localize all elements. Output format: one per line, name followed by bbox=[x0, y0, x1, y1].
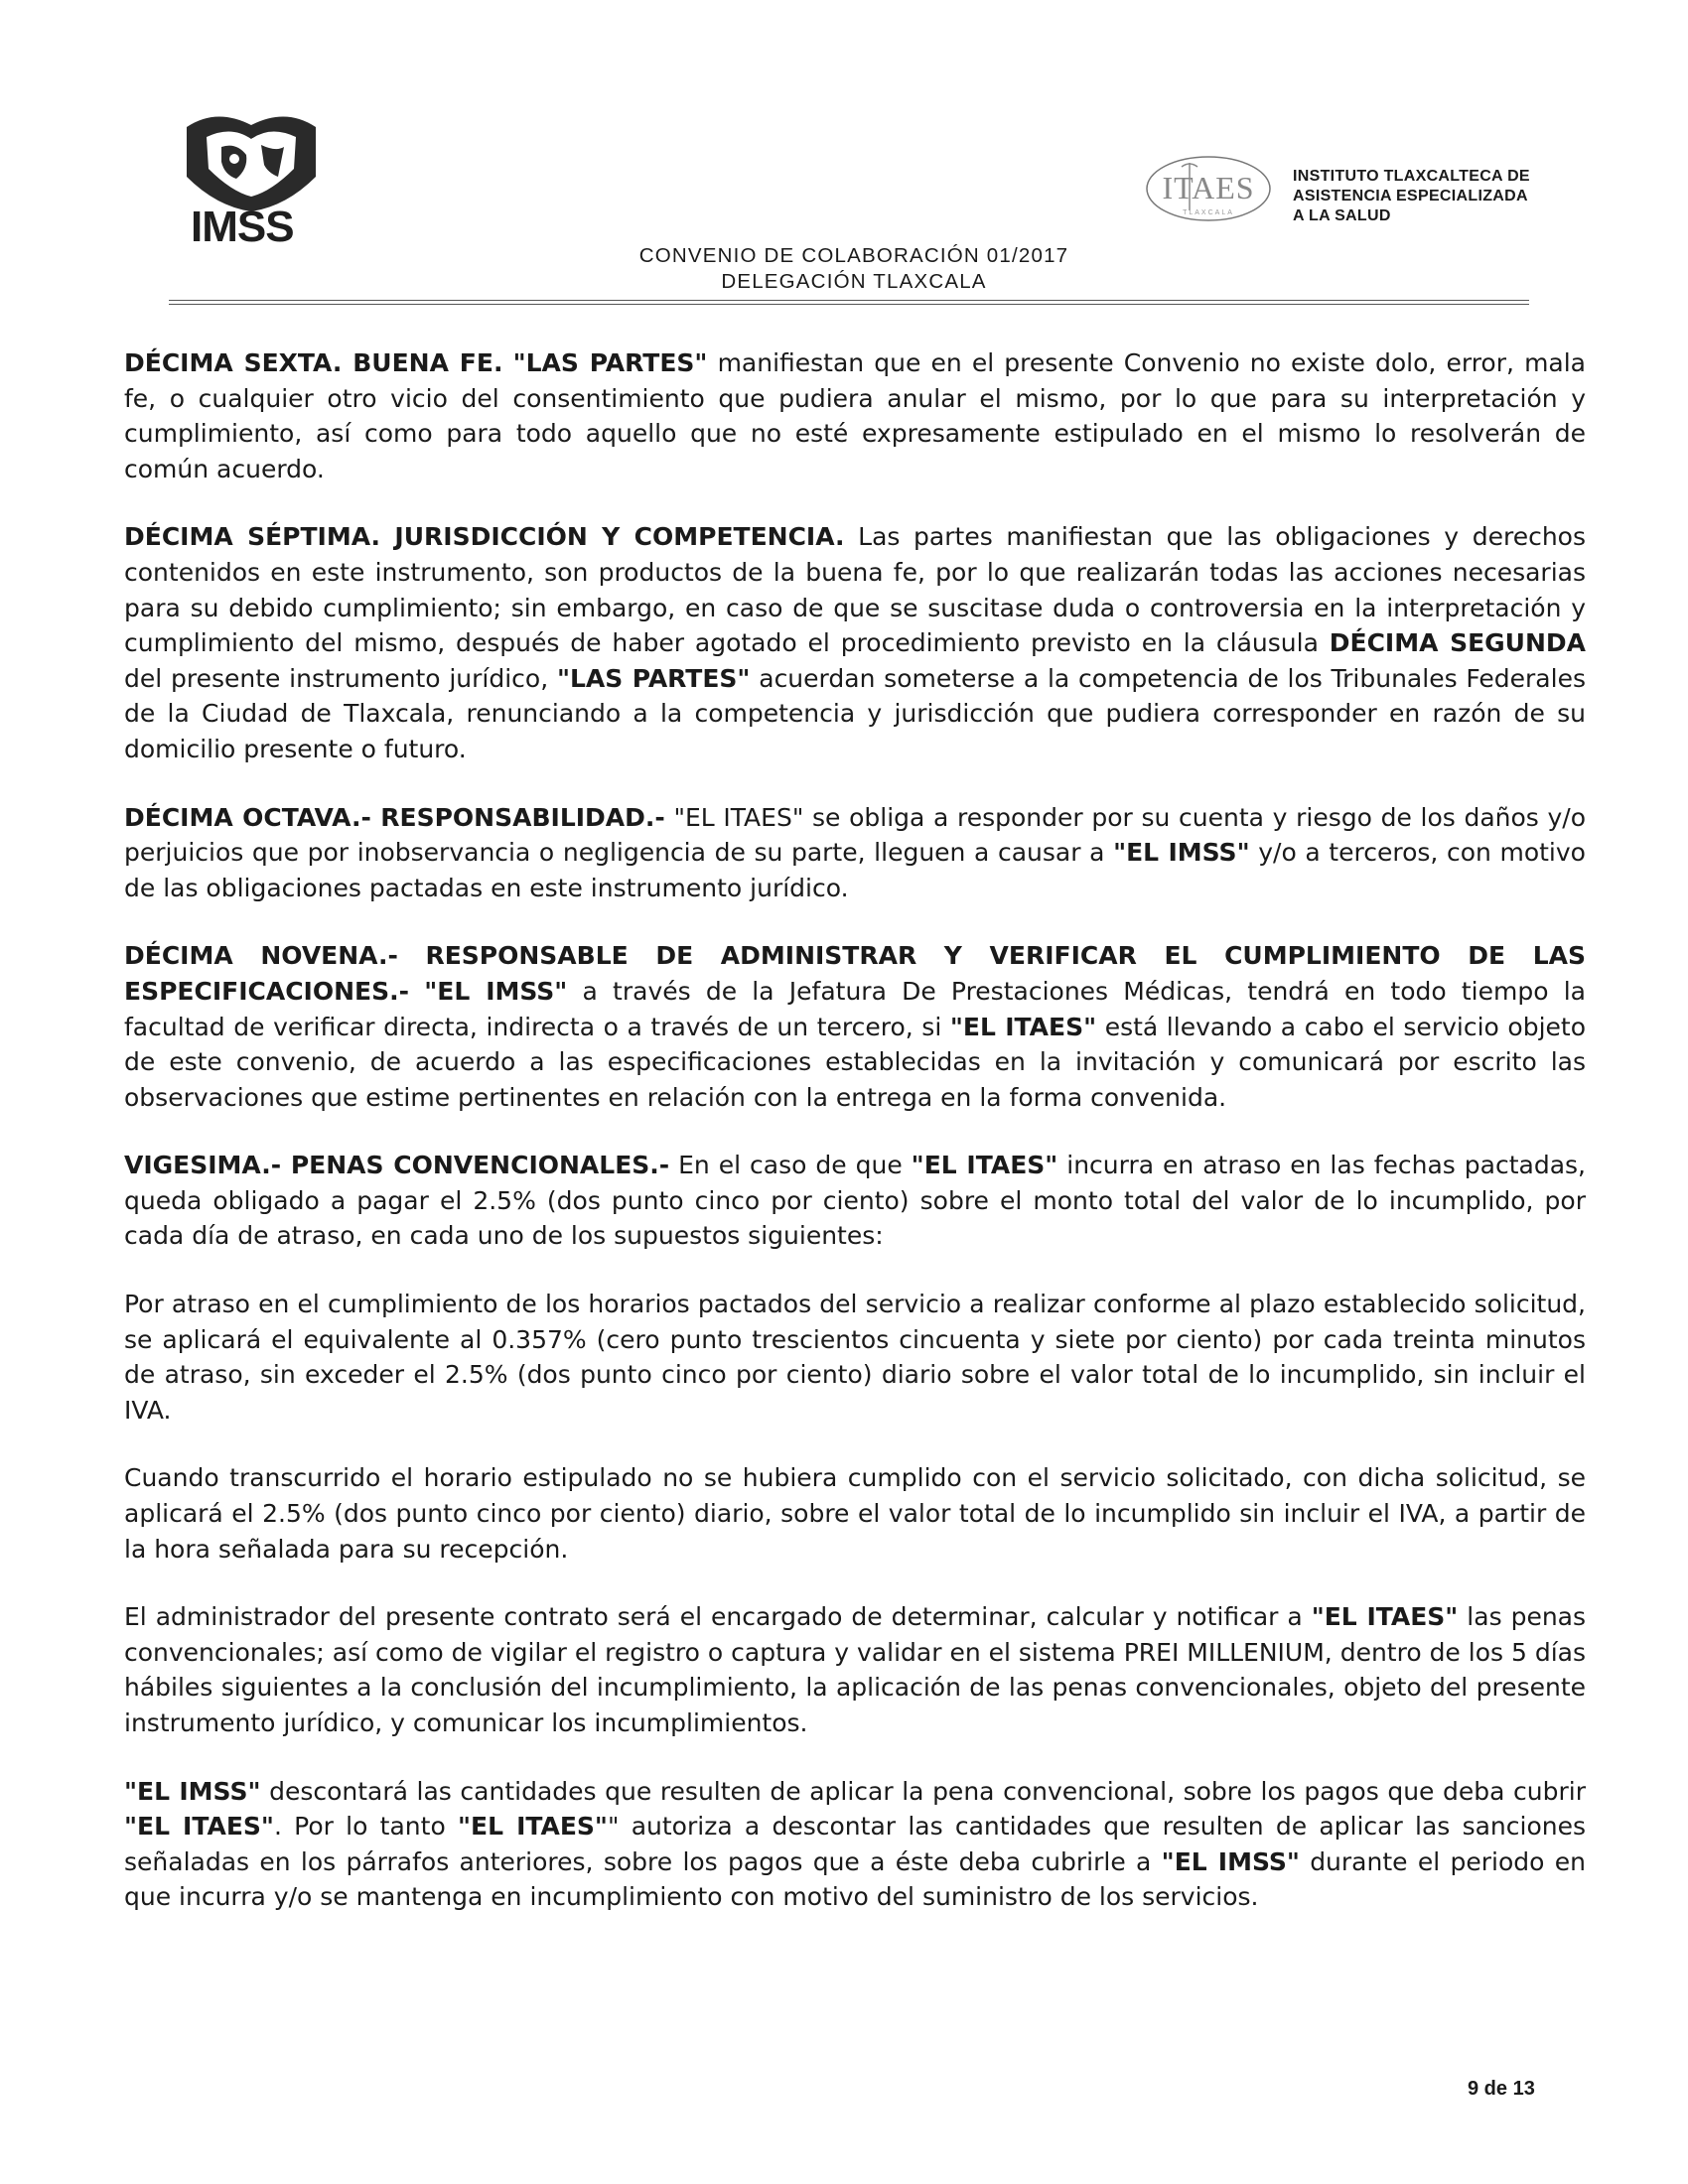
clause-decima-octava bbox=[124, 800, 1586, 906]
document-title bbox=[536, 243, 1172, 295]
party-name: "EL ITAES" bbox=[1311, 1602, 1459, 1632]
paragraph-descuento bbox=[124, 1774, 1586, 1915]
itaes-institution-name bbox=[1293, 167, 1591, 226]
clause-text: a través de la Jefatura De Prestaciones Médicas, tendrá en todo tiempo la facultad de verificar directa, indirecta o a través de un tercero, si bbox=[124, 976, 1586, 1041]
paragraph-cuando: Cuando transcurrido el horario estipulado no se hubiera cumplido con el servicio solicitado, con dicha solicitud, se aplicará el 2.5% (dos punto cinco por ciento) diario, sobre el valor total de lo incumplido sin incluir el IVA, a partir de la hora señalada para su recepción. bbox=[124, 1463, 1586, 1564]
party-name: "EL IMSS" bbox=[1113, 838, 1250, 868]
imss-logo bbox=[177, 107, 336, 266]
imss-logo-text: IMSS bbox=[191, 203, 294, 251]
clause-text: En el caso de que bbox=[669, 1151, 912, 1180]
clause-text: . Por lo tanto bbox=[273, 1812, 459, 1842]
paragraph-atraso: Por atraso en el cumplimiento de los horarios pactados del servicio a realizar conforme al plazo establecido solicitud, se aplicará el equivalente al 0.357% (cero punto trescientos cincuenta y siete por ciento) por cada treinta minutos de atraso, sin exceder el 2.5% (dos punto cinco por ciento) diario sobre el valor total de lo incumplido, sin incluir el IVA. bbox=[124, 1290, 1586, 1425]
header-rule bbox=[169, 300, 1529, 305]
itaes-caduceus-logo-icon bbox=[1142, 149, 1276, 228]
party-name: "LAS PARTES" bbox=[512, 348, 708, 377]
clause-text: está llevando a cabo el servicio objeto de este convenio, de acuerdo a las especificaciones establecidas en la invitación y comunicará por escrito las observaciones que estime pertinentes en relación con la entrega en la forma convenida. bbox=[124, 1012, 1586, 1112]
institution-line-3: A LA SALUD bbox=[1293, 207, 1391, 224]
clause-text: incurra en atraso en las fechas pactadas, queda obligado a pagar el 2.5% (dos punto cinco por ciento) sobre el monto total del valor de lo incumplido, por cada día de atraso, en cada uno de los supuestos siguientes: bbox=[124, 1151, 1586, 1251]
party-name: "EL IMSS" bbox=[1161, 1846, 1300, 1876]
clause-text: y/o a terceros, con motivo de las obligaciones pactadas en este instrumento jurídico. bbox=[124, 838, 1586, 902]
page-number: 9 de 13 bbox=[1468, 2078, 1535, 2100]
itaes-logo bbox=[1142, 149, 1276, 228]
document-body bbox=[124, 345, 1586, 1948]
itaes-logo-sublabel: TLAXCALA bbox=[1183, 209, 1234, 216]
clause-text: descontará las cantidades que resulten de aplicar la pena convencional, sobre los pagos que deba cubrir bbox=[260, 1776, 1586, 1806]
clause-heading: DÉCIMA NOVENA.- RESPONSABLE DE ADMINISTRAR Y VERIFICAR EL CUMPLIMIENTO DE LAS ESPECIFICACIONES.- bbox=[124, 941, 1586, 1006]
svg-text:ITAES: ITAES bbox=[1162, 170, 1255, 205]
title-line-2: DELEGACIÓN TLAXCALA bbox=[721, 270, 987, 293]
clause-text: acuerdan someterse a la competencia de los Tribunales Federales de la Ciudad de Tlaxcala, renunciando a la competencia y jurisdicción que pudiera corresponder en razón de su domicilio presente o futuro. bbox=[124, 663, 1586, 763]
party-name: "EL IMSS" bbox=[124, 1776, 261, 1806]
clause-decima-novena bbox=[124, 938, 1586, 1115]
clause-text: "EL ITAES" se obliga a responder por su cuenta y riesgo de los daños y/o perjuicios que por inobservancia o negligencia de su parte, lleguen a causar a bbox=[124, 802, 1587, 868]
paragraph-administrador bbox=[124, 1599, 1586, 1740]
clause-heading: DÉCIMA OCTAVA.- RESPONSABILIDAD.- bbox=[124, 802, 665, 832]
clause-text: Las partes manifiestan que las obligaciones y derechos contenidos en este instrumento, son productos de la buena fe, por lo que realizarán todas las acciones necesarias para su debido cumplimiento; sin embargo, en caso de que se suscitase duda o controversia en la interpretación y cumplimiento del mismo, después de haber agotado el procedimiento previsto en la cláusula bbox=[124, 522, 1586, 658]
party-name: "EL ITAES" bbox=[124, 1812, 274, 1842]
party-name: "EL ITAES" bbox=[458, 1812, 608, 1842]
clause-heading: DÉCIMA SEXTA. BUENA FE. bbox=[124, 348, 503, 377]
party-name: "EL ITAES" bbox=[949, 1012, 1097, 1041]
party-name: "LAS PARTES" bbox=[556, 663, 751, 693]
imss-eagle-logo-icon bbox=[177, 107, 326, 216]
clause-text: durante el periodo en que incurra y/o se mantenga en incumplimiento con motivo del suministro de los servicios. bbox=[124, 1846, 1586, 1912]
clause-decima-sexta bbox=[124, 345, 1586, 486]
clause-heading: VIGESIMA.- PENAS CONVENCIONALES.- bbox=[124, 1151, 670, 1180]
clause-text: manifiestan que en el presente Convenio no existe dolo, error, mala fe, o cualquier otro vicio del consentimiento que pudiera anular el mismo, por lo que para su interpretación y cumplimiento, así como para todo aquello que no esté expresamente estipulado en el mismo lo resolverán de común acuerdo. bbox=[124, 348, 1587, 483]
clause-heading: DÉCIMA SÉPTIMA. JURISDICCIÓN Y COMPETENCIA. bbox=[124, 522, 845, 552]
clause-decima-septima bbox=[124, 519, 1586, 766]
clause-reference: DÉCIMA SEGUNDA bbox=[1329, 628, 1586, 658]
party-name: "EL IMSS" bbox=[424, 976, 568, 1006]
institution-line-2: ASISTENCIA ESPECIALIZADA bbox=[1293, 188, 1528, 205]
clause-vigesima bbox=[124, 1148, 1586, 1254]
title-line-1: CONVENIO DE COLABORACIÓN 01/2017 bbox=[638, 244, 1069, 267]
clause-text: El administrador del presente contrato será el encargado de determinar, calcular y notificar a bbox=[124, 1602, 1312, 1632]
institution-line-1: INSTITUTO TLAXCALTECA DE bbox=[1293, 168, 1530, 185]
clause-text: las penas convencionales; así como de vigilar el registro o captura y validar en el sistema PREI MILLENIUM, dentro de los 5 días hábiles siguientes a la conclusión del incumplimiento, la aplicación de las penas convencionales, objeto del presente instrumento jurídico, y comunicar los incumplimientos. bbox=[124, 1602, 1587, 1737]
clause-text: " autoriza a descontar las cantidades que resulten de aplicar las sanciones señaladas en los párrafos anteriores, sobre los pagos que a éste deba cubrirle a bbox=[124, 1812, 1587, 1876]
clause-text: del presente instrumento jurídico, bbox=[124, 663, 557, 693]
party-name: "EL ITAES" bbox=[911, 1151, 1058, 1180]
